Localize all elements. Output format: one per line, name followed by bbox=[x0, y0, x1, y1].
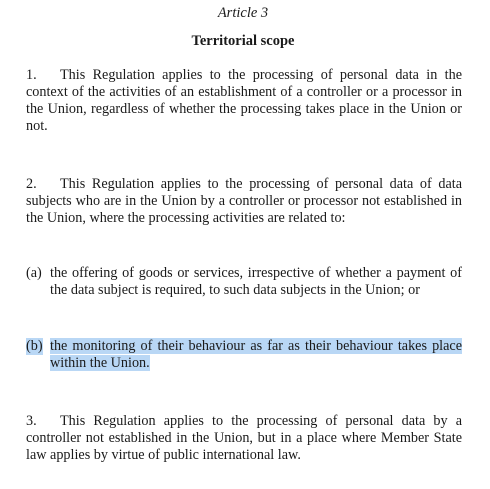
list-item-a bbox=[26, 265, 462, 299]
paragraph-number: 3. bbox=[26, 413, 37, 429]
selected-text[interactable]: the monitoring of their behaviour as far as their behaviour takes place within the Union. bbox=[50, 338, 462, 371]
paragraph-3 bbox=[26, 413, 462, 464]
paragraph-1 bbox=[26, 67, 462, 135]
list-item-b-selected[interactable] bbox=[26, 338, 462, 372]
item-text: the offering of goods or services, irrespective of whether a payment of the data subject is required, to such data subjects in the Union; or bbox=[50, 265, 462, 298]
item-label: (a) bbox=[26, 265, 42, 281]
paragraph-2 bbox=[26, 176, 462, 227]
paragraph-text: This Regulation applies to the processing of personal data of data subjects who are in the Union by a controller or processor not established in the Union, where the processing activities are related to: bbox=[26, 176, 462, 226]
paragraph-text: This Regulation applies to the processing of personal data by a controller not established in the Union, but in a place where Member State law applies by virtue of public international law. bbox=[26, 413, 462, 463]
item-label: (b) bbox=[26, 338, 43, 354]
paragraph-text: This Regulation applies to the processing of personal data in the context of the activities of an establishment of a controller or a processor in the Union, regardless of whether the processing takes place in the Union or not. bbox=[26, 67, 462, 134]
article-title: Territorial scope bbox=[191, 33, 295, 49]
paragraph-number: 2. bbox=[26, 176, 37, 192]
paragraph-number: 1. bbox=[26, 67, 37, 83]
article-number: Article 3 bbox=[217, 5, 269, 21]
